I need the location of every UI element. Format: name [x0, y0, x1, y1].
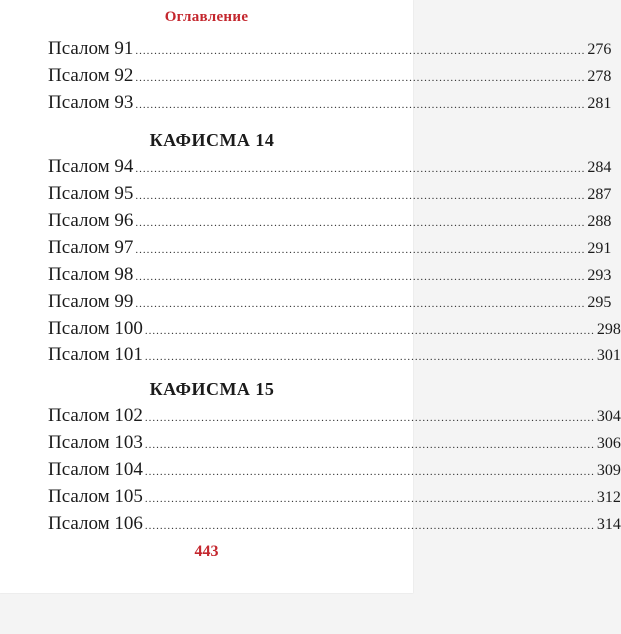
- toc-entry: [48, 432, 621, 454]
- entry-page: 309: [596, 462, 621, 479]
- entry-title: Псалом 97: [48, 237, 134, 258]
- page-number: 443: [194, 543, 219, 560]
- entry-page: 287: [587, 186, 612, 203]
- dot-leader: ........................................................................................................................: [144, 351, 595, 363]
- dot-leader: ........................................................................................................................: [135, 163, 586, 175]
- toc-entry: [48, 237, 612, 259]
- toc-entry: [48, 486, 621, 508]
- entry-title: Псалом 91: [48, 38, 134, 59]
- toc-entry: [48, 344, 621, 366]
- dot-leader: ........................................................................................................................: [135, 190, 586, 202]
- dot-leader: ........................................................................................................................: [135, 72, 586, 84]
- toc-entry: [48, 291, 612, 313]
- toc-entry: [48, 513, 621, 535]
- entry-title: Псалом 102: [48, 405, 143, 426]
- section-heading: КАФИСМА 15: [149, 379, 275, 399]
- entry-title: Псалом 103: [48, 432, 143, 453]
- entry-title: Псалом 93: [48, 92, 134, 113]
- entry-page: 312: [596, 489, 621, 506]
- entry-title: Псалом 99: [48, 291, 134, 312]
- toc-entry: [48, 405, 621, 427]
- dot-leader: ........................................................................................................................: [144, 466, 595, 478]
- dot-leader: ........................................................................................................................: [144, 325, 595, 337]
- dot-leader: ........................................................................................................................: [144, 493, 595, 505]
- entry-title: Псалом 94: [48, 156, 134, 177]
- entry-page: 306: [596, 435, 621, 452]
- toc-entry: [48, 65, 612, 87]
- toc-entry: [48, 318, 621, 340]
- entry-title: Псалом 96: [48, 210, 134, 231]
- entry-title: Псалом 101: [48, 344, 143, 365]
- toc-entry: [48, 156, 612, 178]
- toc-entry: [48, 210, 612, 232]
- toc-entry: [48, 264, 612, 286]
- dot-leader: ........................................................................................................................: [144, 439, 595, 451]
- dot-leader: ........................................................................................................................: [135, 217, 586, 229]
- entry-page: 314: [596, 516, 621, 533]
- entry-page: 288: [587, 213, 612, 230]
- entry-title: Псалом 106: [48, 513, 143, 534]
- toc-entry: [48, 183, 612, 205]
- entry-title: Псалом 95: [48, 183, 134, 204]
- entry-page: 281: [587, 95, 612, 112]
- dot-leader: ........................................................................................................................: [144, 520, 595, 532]
- entry-page: 291: [587, 240, 612, 257]
- entry-page: 284: [587, 159, 612, 176]
- dot-leader: ........................................................................................................................: [135, 99, 586, 111]
- entry-page: 298: [596, 321, 621, 338]
- running-head: Оглавление: [164, 9, 249, 25]
- entry-page: 295: [587, 294, 612, 311]
- entry-title: Псалом 100: [48, 318, 143, 339]
- entry-page: 293: [587, 267, 612, 284]
- entry-title: Псалом 92: [48, 65, 134, 86]
- entry-page: 304: [596, 408, 621, 425]
- entry-title: Псалом 104: [48, 459, 143, 480]
- toc-entry: [48, 459, 621, 481]
- dot-leader: ........................................................................................................................: [135, 244, 586, 256]
- dot-leader: ........................................................................................................................: [135, 271, 586, 283]
- section-heading: КАФИСМА 14: [149, 130, 275, 150]
- entry-title: Псалом 105: [48, 486, 143, 507]
- dot-leader: ........................................................................................................................: [135, 298, 586, 310]
- toc-entry: [48, 92, 612, 114]
- dot-leader: ........................................................................................................................: [135, 45, 586, 57]
- entry-title: Псалом 98: [48, 264, 134, 285]
- entry-page: 301: [596, 347, 621, 364]
- toc-entry: [48, 38, 612, 60]
- entry-page: 276: [587, 41, 612, 58]
- entry-page: 278: [587, 68, 612, 85]
- dot-leader: ........................................................................................................................: [144, 412, 595, 424]
